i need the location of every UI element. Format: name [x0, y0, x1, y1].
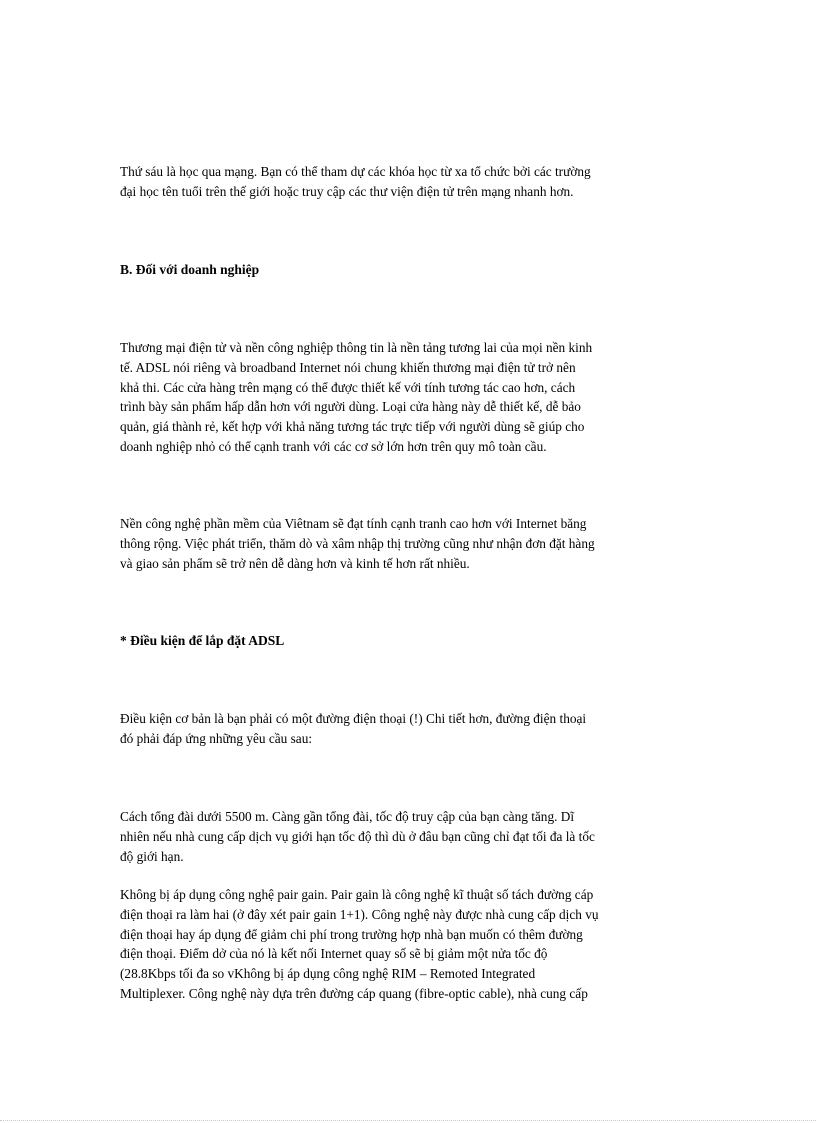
paragraph-line: quản, giá thành rẻ, kết hợp với khả năng tương tác trực tiếp với người dùng sẽ giúp cho	[120, 419, 585, 435]
paragraph-line: điện thoại hay áp dụng để giảm chi phí trong trường hợp nhà bạn muốn có thêm đường	[120, 926, 583, 942]
paragraph-line: Nền công nghệ phần mềm của Viêtnam sẽ đạt tính cạnh tranh cao hơn với Internet băng	[120, 516, 587, 531]
paragraph-line: độ giới hạn.	[120, 848, 184, 864]
paragraph-line: Thương mại điện tử và nền công nghiệp thông tin là nền tảng tương lai của mọi nền kinh	[120, 340, 593, 355]
paragraph-online-learning	[120, 162, 700, 202]
paragraph-basic-condition	[120, 709, 700, 749]
paragraph-line: và giao sản phẩm sẽ trở nên dễ dàng hơn và kinh tế hơn rất nhiều.	[120, 555, 470, 571]
page-bottom-divider	[0, 1120, 816, 1121]
paragraph-software-industry	[120, 514, 700, 573]
paragraph-line: Multiplexer. Công nghệ này dựa trên đường cáp quang (fibre-optic cable), nhà cung cấp	[120, 985, 588, 1001]
paragraph-line: nhiên nếu nhà cung cấp dịch vụ giới hạn tốc độ thì dù ở đâu bạn cũng chỉ đạt tối đa là tốc	[120, 828, 595, 844]
paragraph-line: khả thi. Các cửa hàng trên mạng có thể được thiết kế với tính tương tác cao hơn, cách	[120, 379, 576, 395]
paragraph-line: trình bày sản phẩm hấp dẫn hơn với người dùng. Loại cửa hàng này dễ thiết kế, dễ bảo	[120, 399, 581, 415]
paragraph-line: (28.8Kbps tối đa so vKhông bị áp dụng công nghệ RIM – Remoted Integrated	[120, 966, 536, 982]
paragraph-line: thông rộng. Việc phát triển, thăm dò và xâm nhập thị trường cũng như nhận đơn đặt hàng	[120, 535, 595, 551]
paragraph-line: điện thoại ra làm hai (ở đây xét pair gain 1+1). Công nghệ này được nhà cung cấp dịch vụ	[120, 906, 599, 922]
paragraph-line: doanh nghiệp nhỏ có thể cạnh tranh với các cơ sở lớn hơn trên quy mô toàn cầu.	[120, 438, 547, 454]
paragraph-pair-gain	[120, 885, 700, 1004]
paragraph-line: Không bị áp dụng công nghệ pair gain. Pair gain là công nghệ kĩ thuật số tách đường cáp	[120, 887, 594, 902]
paragraph-line: Cách tổng đài dưới 5500 m. Càng gần tổng đài, tốc độ truy cập của bạn càng tăng. Dĩ	[120, 809, 575, 824]
paragraph-line: đại học tên tuổi trên thế giới hoặc truy cập các thư viện điện tử trên mạng nhanh hơn.	[120, 183, 574, 199]
paragraph-line: điện thoại. Điểm dở của nó là kết nối Internet quay số sẽ bị giảm một nửa tốc độ	[120, 946, 548, 962]
paragraph-distance-requirement	[120, 807, 700, 866]
paragraph-ecommerce	[120, 338, 700, 457]
section-heading-business: B. Đối với doanh nghiệp	[120, 262, 260, 277]
paragraph-line: Điều kiện cơ bản là bạn phải có một đường điện thoại (!) Chi tiết hơn, đường điện thoại	[120, 711, 587, 726]
paragraph-line: tế. ADSL nói riêng và broadband Internet nói chung khiến thương mại điện tử trở nên	[120, 359, 576, 375]
paragraph-line: Thứ sáu là học qua mạng. Bạn có thể tham dự các khóa học từ xa tổ chức bởi các trường	[120, 164, 591, 179]
section-heading-adsl-conditions: * Điều kiện để lắp đặt ADSL	[120, 633, 285, 648]
paragraph-line: đó phải đáp ứng những yêu cầu sau:	[120, 730, 313, 746]
